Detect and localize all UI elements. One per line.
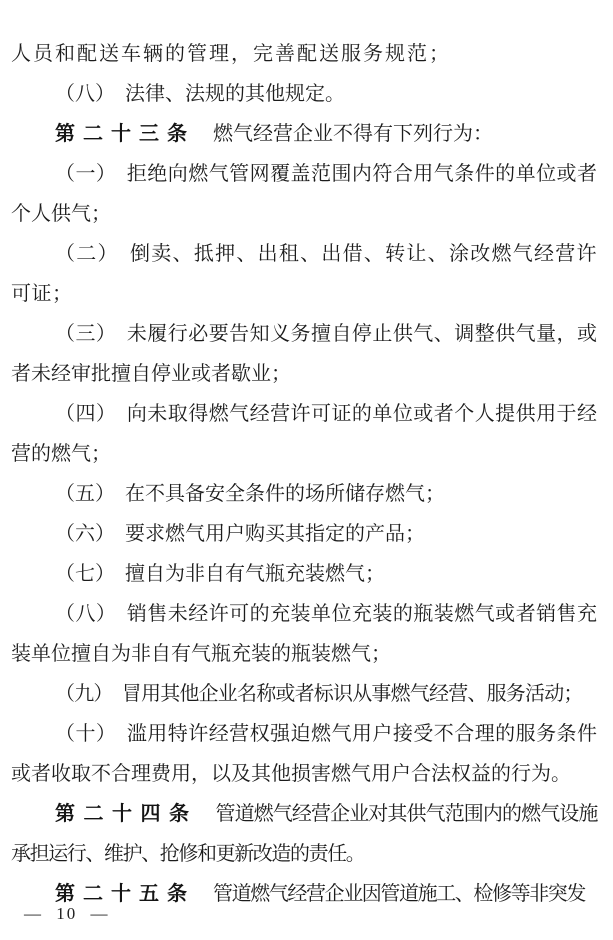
paragraph-item — [11, 394, 597, 474]
paragraph-text: （八） 法律、法规的其他规定。 — [55, 83, 345, 105]
paragraph-text: 燃气经营企业不得有下列行为： — [213, 123, 493, 145]
paragraph-text: （七） 擅自为非自有气瓶充装燃气； — [55, 563, 385, 585]
document-body — [11, 34, 597, 914]
article-number: 第二十五条 — [55, 883, 195, 905]
paragraph-text: （四） 向未取得燃气经营许可证的单位或者个人提供用于经营的燃气； — [11, 403, 597, 465]
paragraph-item — [11, 74, 597, 114]
paragraph-item — [11, 594, 597, 674]
paragraph-text: （十） 滥用特许经营权强迫燃气用户接受不合理的服务条件或者收取不合理费用，以及其他损害燃气用户合法权益的行为。 — [11, 723, 597, 785]
paragraph-text: （六） 要求燃气用户购买其指定的产品； — [55, 523, 425, 545]
article-number: 第二十四条 — [55, 803, 198, 825]
paragraph-text: 管道燃气经营企业对其供气范围内的燃气设施承担运行、维护、抢修和更新改造的责任。 — [11, 803, 597, 865]
paragraph-continuation — [11, 34, 597, 74]
paragraph-text: （一） 拒绝向燃气管网覆盖范围内符合用气条件的单位或者个人供气； — [11, 163, 597, 225]
paragraph-item — [11, 514, 597, 554]
paragraph-item — [11, 154, 597, 234]
paragraph-text: （五） 在不具备安全条件的场所储存燃气； — [55, 483, 445, 505]
paragraph-text: 人员和配送车辆的管理，完善配送服务规范； — [11, 43, 451, 65]
paragraph-text: （三） 未履行必要告知义务擅自停止供气、调整供气量，或者未经审批擅自停业或者歇业； — [11, 323, 597, 385]
paragraph-item — [11, 474, 597, 514]
paragraph-item — [11, 714, 597, 794]
paragraph-item — [11, 674, 597, 714]
paragraph-item — [11, 554, 597, 594]
paragraph-article-23 — [11, 114, 597, 154]
page-number: — 10 — — [24, 904, 110, 923]
paragraph-text: （九） 冒用其他企业名称或者标识从事燃气经营、服务活动； — [55, 683, 583, 705]
article-number: 第二十三条 — [55, 123, 195, 145]
paragraph-text: （八） 销售未经许可的充装单位充装的瓶装燃气或者销售充装单位擅自为非自有气瓶充装的瓶装燃气； — [11, 603, 597, 665]
paragraph-item — [11, 234, 597, 314]
paragraph-text: 管道燃气经营企业因管道施工、检修等非突发 — [213, 883, 585, 905]
paragraph-text: （二） 倒卖、抵押、出租、出借、转让、涂改燃气经营许可证； — [11, 243, 597, 305]
paragraph-article-24 — [11, 794, 597, 874]
paragraph-item — [11, 314, 597, 394]
